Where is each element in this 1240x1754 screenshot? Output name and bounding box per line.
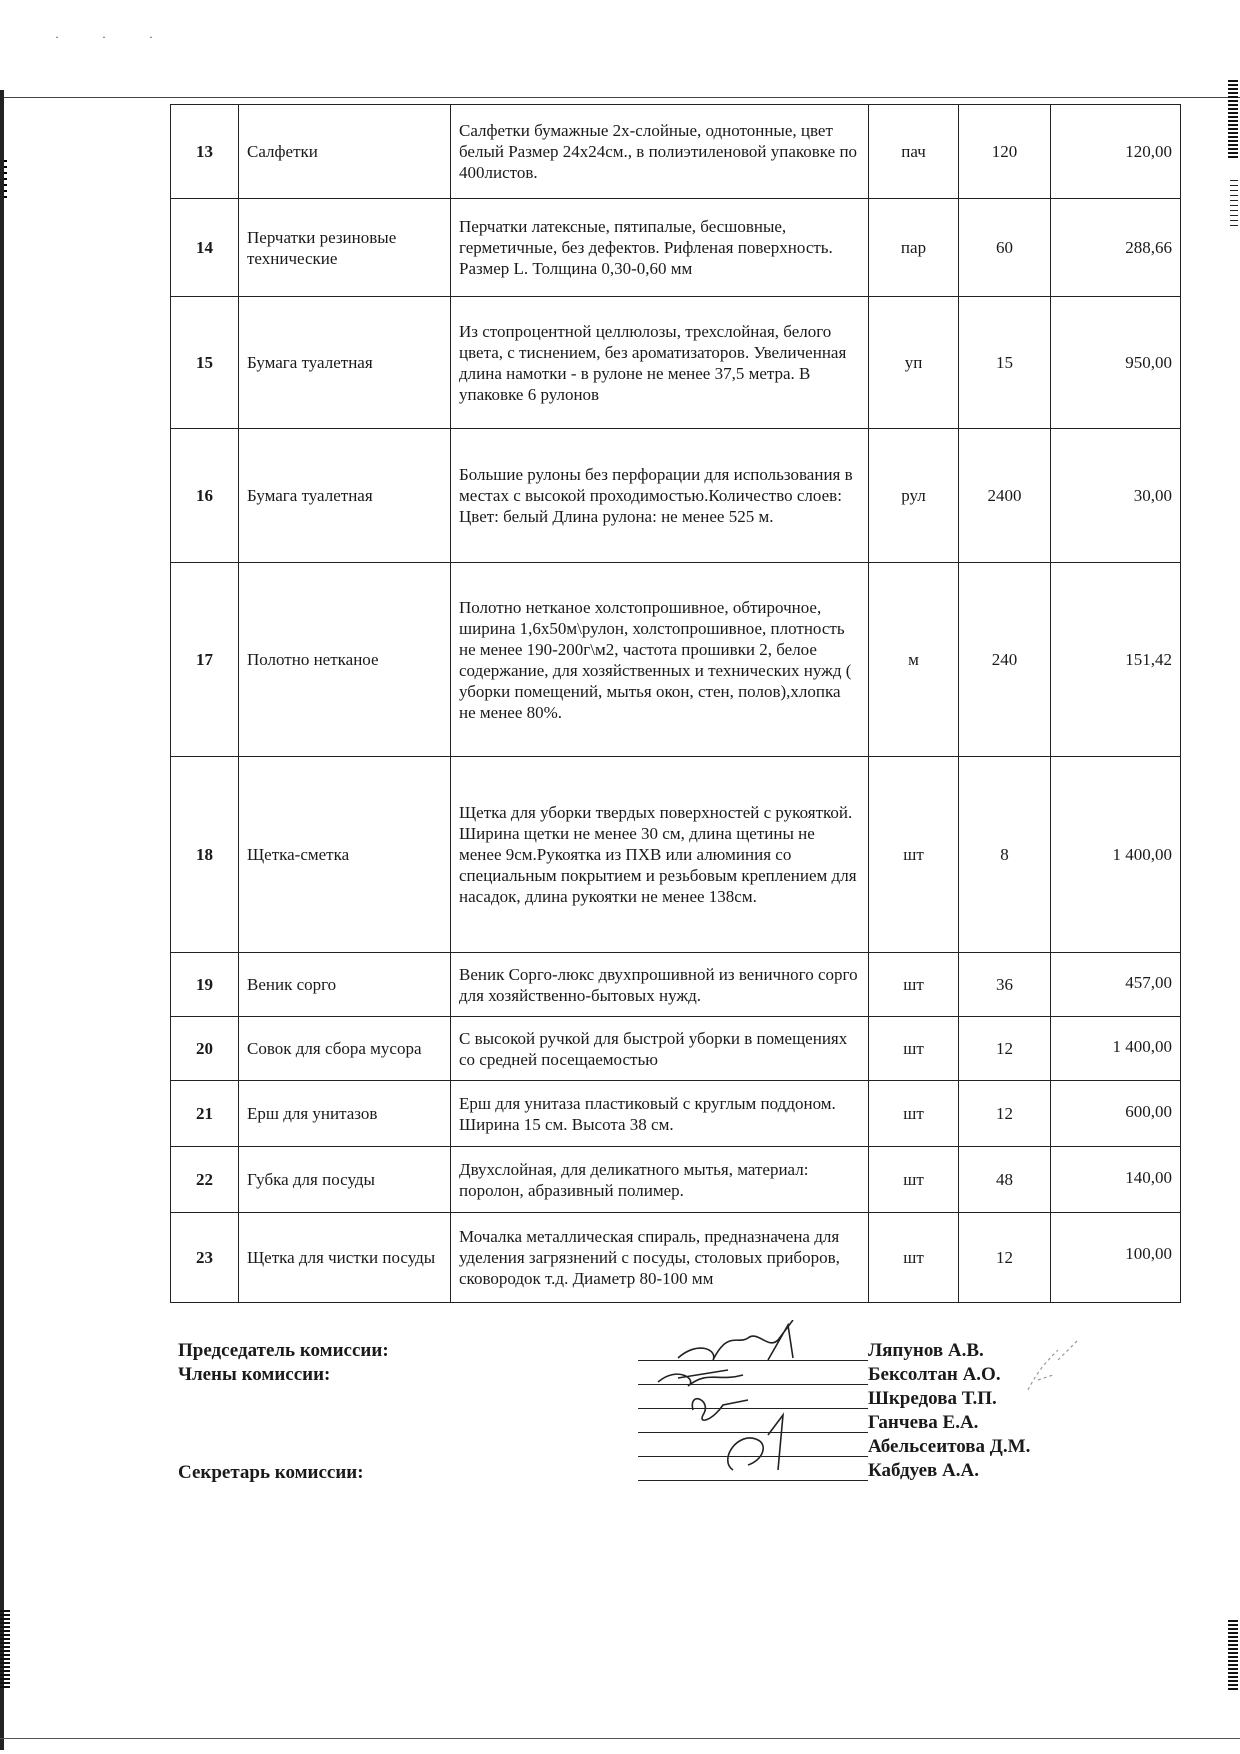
item-number: 18 [171,757,239,953]
item-unit: шт [869,1213,959,1303]
item-quantity: 240 [959,563,1051,757]
scan-left-edge [0,90,4,1750]
scan-right-marks [1230,180,1238,230]
item-quantity: 120 [959,105,1051,199]
scan-bottom-line [0,1738,1240,1739]
member-name: Ганчева Е.А. [868,1412,979,1433]
item-price: 30,00 [1051,429,1181,563]
item-quantity: 12 [959,1081,1051,1147]
item-number: 19 [171,953,239,1017]
table-row [171,105,1181,199]
item-number: 21 [171,1081,239,1147]
item-number: 23 [171,1213,239,1303]
commission-signatures [178,1340,1078,1510]
item-number: 13 [171,105,239,199]
table-row [171,199,1181,297]
item-number: 14 [171,199,239,297]
item-number: 17 [171,563,239,757]
item-description: С высокой ручкой для быстрой уборки в помещениях со средней посещаемостью [451,1017,869,1081]
item-unit: шт [869,1147,959,1213]
item-description: Салфетки бумажные 2х-слойные, однотонные, цвет белый Размер 24х24см., в полиэтиленовой упаковке по 400листов. [451,105,869,199]
item-price: 140,00 [1051,1147,1181,1213]
item-quantity: 48 [959,1147,1051,1213]
item-unit: шт [869,1081,959,1147]
item-name: Ерш для унитазов [239,1081,451,1147]
item-price: 120,00 [1051,105,1181,199]
member-name: Абельсеитова Д.М. [868,1436,1031,1457]
item-number: 15 [171,297,239,429]
item-description: Щетка для уборки твердых поверхностей с рукояткой. Ширина щетки не менее 30 см, длина щетины не менее 9см.Рукоятка из ПХВ или алюминия со специальным покрытием и резьбовым креплением для насадок, длина рукоятки не менее 138см. [451,757,869,953]
item-quantity: 60 [959,199,1051,297]
item-quantity: 12 [959,1213,1051,1303]
item-description: Веник Сорго-люкс двухпрошивной из веничного сорго для хозяйственно-бытовых нужд. [451,953,869,1017]
item-number: 16 [171,429,239,563]
member-name: Кабдуев А.А. [868,1460,979,1481]
table-row [171,1147,1181,1213]
item-price: 100,00 [1051,1213,1181,1303]
table-row [171,297,1181,429]
item-name: Совок для сбора мусора [239,1017,451,1081]
item-number: 22 [171,1147,239,1213]
item-unit: пар [869,199,959,297]
item-unit: м [869,563,959,757]
item-name: Губка для посуды [239,1147,451,1213]
table-row [171,1017,1181,1081]
item-quantity: 12 [959,1017,1051,1081]
item-unit: рул [869,429,959,563]
scan-right-barcode-bottom [1228,1620,1238,1690]
chairman-label: Председатель комиссии: [178,1340,389,1361]
table-row [171,1213,1181,1303]
item-description: Ерш для унитаза пластиковый с круглым поддоном. Ширина 15 см. Высота 38 см. [451,1081,869,1147]
item-unit: пач [869,105,959,199]
scan-right-barcode [1228,80,1238,160]
faint-signature-mark [1018,1330,1088,1410]
item-description: Двухслойная, для деликатного мытья, материал: поролон, абразивный полимер. [451,1147,869,1213]
item-name: Бумага туалетная [239,297,451,429]
item-unit: уп [869,297,959,429]
item-description: Полотно нетканое холстопрошивное, обтирочное, ширина 1,6х50м\рулон, холстопрошивное, плотность не менее 190-200г\м2, частота прошивки 2, белое содержание, для хозяйственных и технических нужд ( уборки помещений, мытья окон, стен, полов),хлопка не менее 80%. [451,563,869,757]
items-table [170,104,1181,1303]
item-price: 950,00 [1051,297,1181,429]
item-name: Щетка для чистки посуды [239,1213,451,1303]
item-unit: шт [869,1017,959,1081]
secretary-label: Секретарь комиссии: [178,1462,364,1483]
item-number: 20 [171,1017,239,1081]
item-price: 457,00 [1051,953,1181,1017]
item-unit: шт [869,953,959,1017]
item-name: Перчатки резиновые технические [239,199,451,297]
scan-specks: · · · [55,30,173,44]
member-name: Бексолтан А.О. [868,1364,1001,1385]
item-name: Бумага туалетная [239,429,451,563]
members-label: Члены комиссии: [178,1364,331,1385]
handwritten-signatures [618,1320,858,1500]
item-description: Большие рулоны без перфорации для использования в местах с высокой проходимостью.Количество слоев: Цвет: белый Длина рулона: не менее 525 м. [451,429,869,563]
item-unit: шт [869,757,959,953]
item-name: Щетка-сметка [239,757,451,953]
scan-left-barcode-bottom [0,1610,10,1690]
scan-top-line [0,97,1240,98]
item-name: Веник сорго [239,953,451,1017]
item-description: Из стопроцентной целлюлозы, трехслойная, белого цвета, с тиснением, без ароматизаторов. Увеличенная длина намотки - в рулоне не менее 37,5 метра. В упаковке 6 рулонов [451,297,869,429]
table-row [171,1081,1181,1147]
item-name: Полотно нетканое [239,563,451,757]
item-quantity: 2400 [959,429,1051,563]
item-quantity: 36 [959,953,1051,1017]
item-description: Мочалка металлическая спираль, предназначена для уделения загрязнений с посуды, столовых приборов, сковородок т.д. Диаметр 80-100 мм [451,1213,869,1303]
member-name: Шкредова Т.П. [868,1388,997,1409]
table-row [171,757,1181,953]
item-name: Салфетки [239,105,451,199]
item-price: 1 400,00 [1051,757,1181,953]
item-price: 288,66 [1051,199,1181,297]
item-price: 151,42 [1051,563,1181,757]
item-price: 600,00 [1051,1081,1181,1147]
table-row [171,429,1181,563]
item-quantity: 8 [959,757,1051,953]
scan-left-ticks [4,160,7,200]
item-price: 1 400,00 [1051,1017,1181,1081]
item-quantity: 15 [959,297,1051,429]
table-row [171,563,1181,757]
member-name: Ляпунов А.В. [868,1340,984,1361]
item-description: Перчатки латексные, пятипалые, бесшовные, герметичные, без дефектов. Рифленая поверхность. Размер L. Толщина 0,30-0,60 мм [451,199,869,297]
table-row [171,953,1181,1017]
